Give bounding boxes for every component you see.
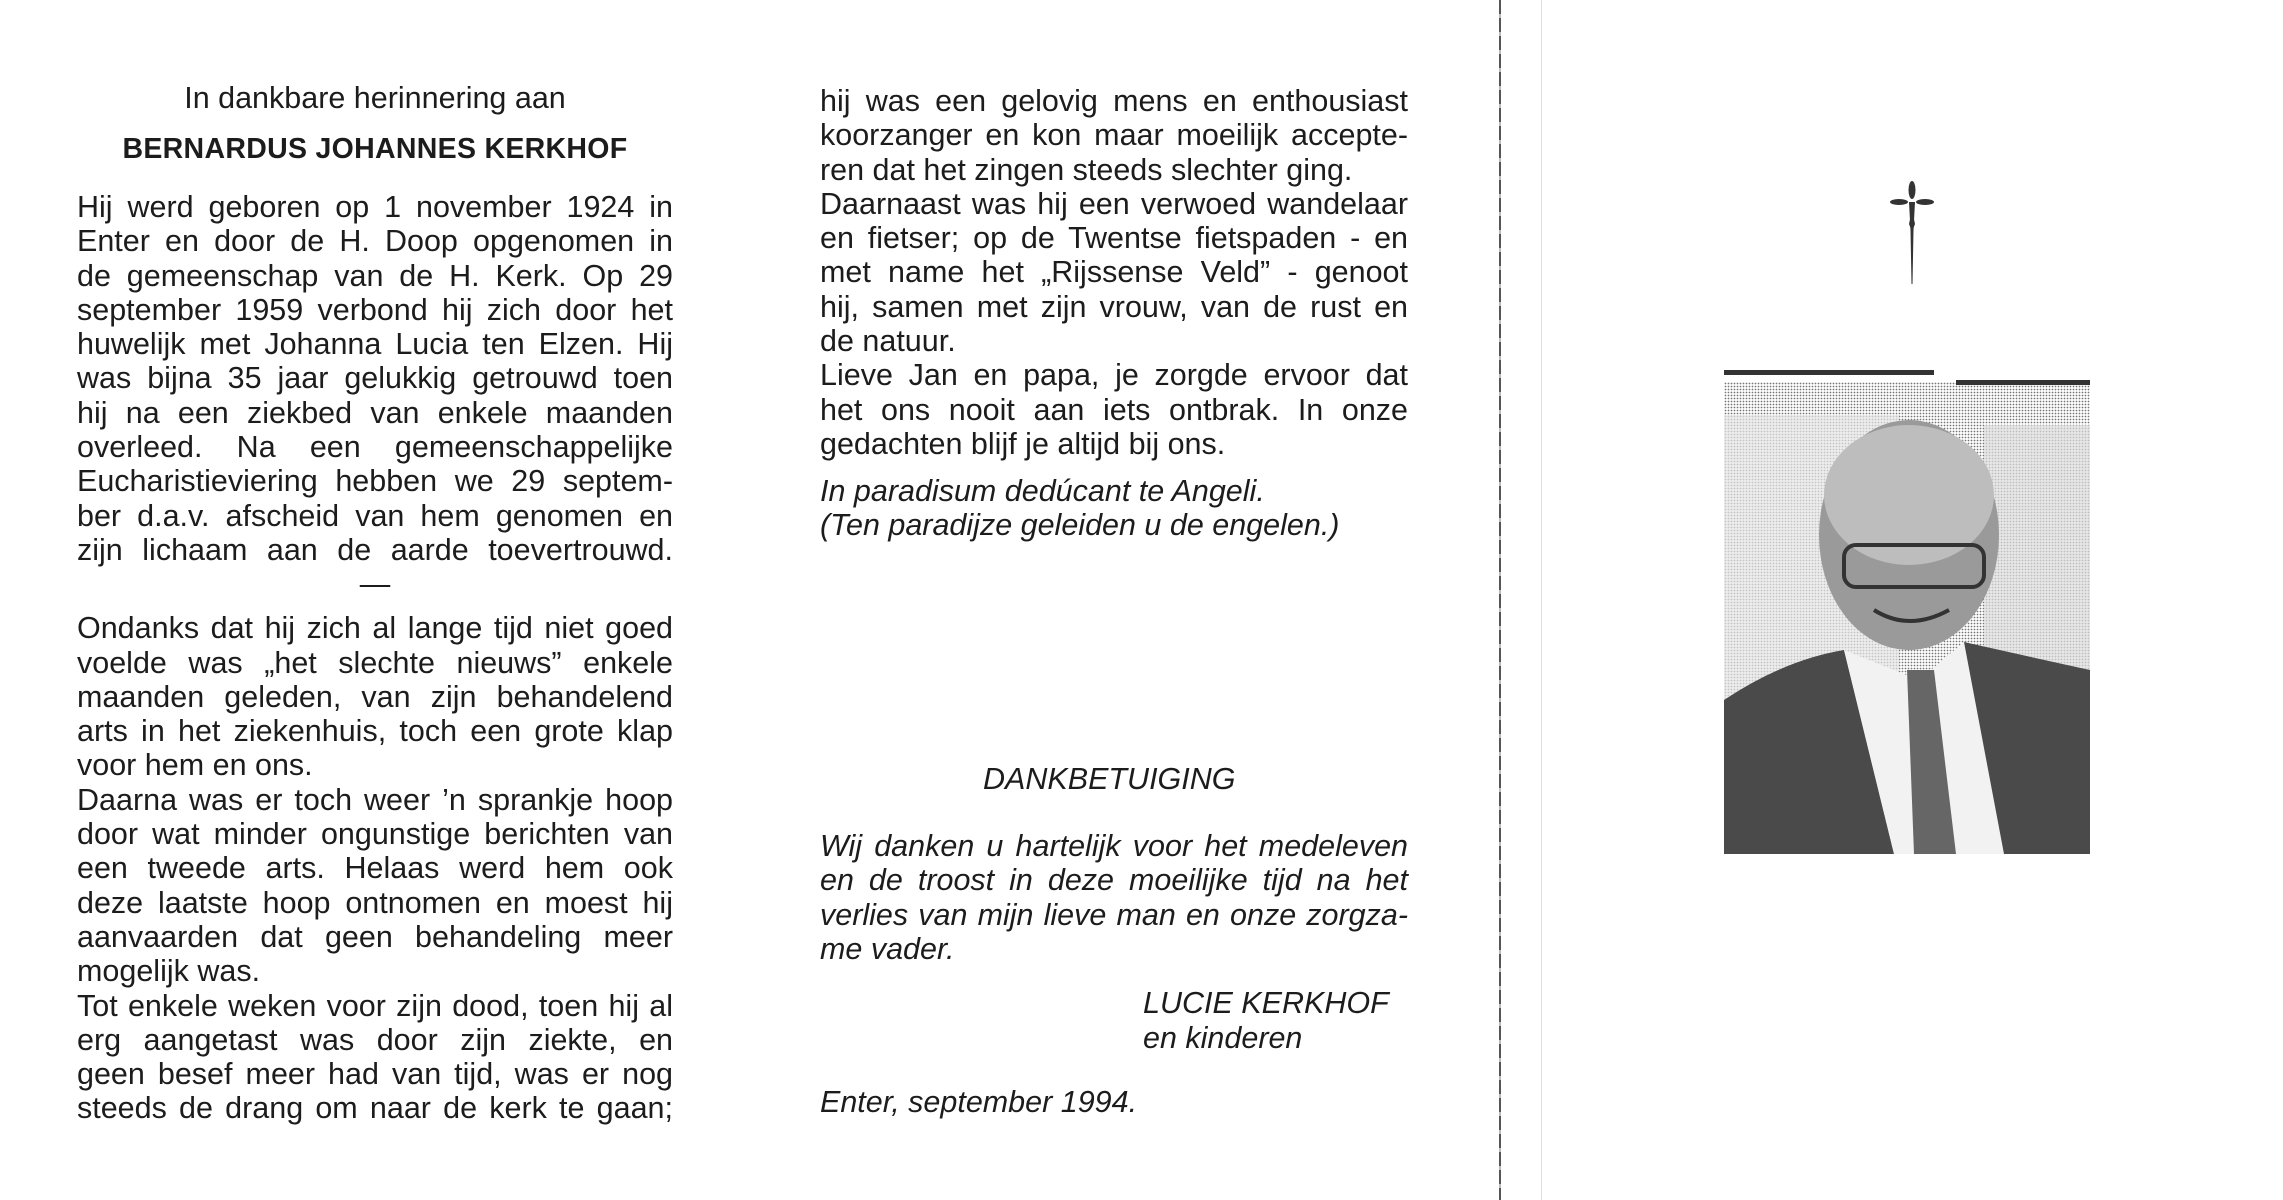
text-line: Hij werd geboren op 1 november 1924 in	[77, 190, 673, 224]
text-line: Enter en door de H. Doop opgenomen in	[77, 224, 673, 259]
text-line: koorzanger en kon maar moeilijk accepte-	[820, 118, 1408, 153]
middle-column	[820, 84, 1408, 461]
text-line: Ondanks dat hij zich al lange tijd niet goed	[77, 611, 673, 646]
text-line: de natuur.	[820, 324, 956, 359]
thanks-line: Wij danken u hartelijk voor het medeleven	[820, 829, 1408, 863]
text-line: steeds de drang om naar de kerk te gaan;	[77, 1091, 673, 1126]
signature-name: LUCIE KERKHOF	[1143, 986, 1389, 1020]
text-line: mogelijk was.	[77, 954, 261, 989]
text-line: ber d.a.v. afscheid van hem genomen en	[77, 498, 673, 533]
text-line: door wat minder ongunstige berichten van	[77, 817, 673, 852]
prayer-dutch: (Ten paradijze geleiden u de engelen.)	[820, 508, 1340, 542]
text-line: erg aangetast was door zijn ziekte, en	[77, 1022, 673, 1057]
text-line: Lieve Jan en papa, je zorgde ervoor dat	[820, 358, 1408, 393]
card-edge-line	[1541, 0, 1542, 1200]
thanks-title: DANKBETUIGING	[983, 762, 1236, 796]
text-line: Daarna was er toch weer ’n sprankje hoop	[77, 782, 673, 817]
text-line: huwelijk met Johanna Lucia ten Elzen. Hij	[77, 327, 673, 362]
portrait-photo	[1724, 370, 2090, 854]
text-line: het ons nooit aan iets ontbrak. In onze	[820, 392, 1408, 427]
deceased-name: BERNARDUS JOHANNES KERKHOF	[122, 133, 628, 165]
text-line: zijn lichaam aan de aarde toevertrouwd.	[77, 532, 673, 567]
intro-text: In dankbare herinnering aan	[184, 81, 566, 115]
text-line: met name het „Rijssense Veld” - genoot	[820, 255, 1408, 290]
text-line: deze laatste hoop ontnomen en moest hij	[77, 885, 673, 920]
text-line: september 1959 verbond hij zich door het	[77, 292, 673, 327]
prayer-latin: In paradisum dedúcant te Angeli.	[820, 474, 1265, 508]
biography-text	[77, 190, 673, 567]
text-line: voelde was „het slechte nieuws” enkele	[77, 645, 673, 680]
thanks-line: verlies van mijn lieve man en onze zorgza-	[820, 897, 1408, 932]
text-line: voor hem en ons.	[77, 748, 313, 783]
text-line: ren dat het zingen steeds slechter ging.	[820, 152, 1353, 187]
text-line: arts in het ziekenhuis, toch een grote klap	[77, 714, 673, 749]
text-line: een tweede arts. Helaas werd hem ook	[77, 851, 673, 886]
text-line: en fietser; op de Twentse fietspaden - en	[820, 221, 1408, 256]
text-line: overleed. Na een gemeenschappelijke	[77, 430, 673, 465]
text-line: Daarnaast was hij een verwoed wandelaar	[820, 186, 1408, 221]
text-line: Tot enkele weken voor zijn dood, toen hij al	[77, 988, 673, 1023]
text-line: hij na een ziekbed van enkele maanden	[77, 395, 673, 430]
personal-text	[820, 84, 1408, 461]
illness-text	[77, 611, 673, 1125]
text-line: Eucharistieviering hebben we 29 septem-	[77, 464, 673, 499]
separator-dash: —	[359, 567, 391, 602]
text-line: was bijna 35 jaar gelukkig getrouwd toen	[77, 361, 673, 396]
text-line: hij, samen met zijn vrouw, van de rust en	[820, 289, 1408, 324]
text-line: gedachten blijf je altijd bij ons.	[820, 426, 1226, 461]
text-line: hij was een gelovig mens en enthousiast	[820, 84, 1408, 118]
text-line: geen besef meer had van tijd, was er nog	[77, 1057, 673, 1092]
thanks-text	[820, 829, 1408, 966]
text-line: aanvaarden dat geen behandeling meer	[77, 919, 673, 954]
text-line: maanden geleden, van zijn behandelend	[77, 679, 673, 714]
text-line: de gemeenschap van de H. Kerk. Op 29	[77, 258, 673, 293]
left-column	[77, 81, 673, 1126]
thanks-line: me vader.	[820, 931, 955, 966]
cross-icon	[1890, 180, 1934, 286]
place-date: Enter, september 1994.	[820, 1085, 1138, 1119]
card-fold-line	[1499, 0, 1501, 1200]
thanks-line: en de troost in deze moeilijke tijd na het	[820, 863, 1408, 898]
signature-sub: en kinderen	[1143, 1021, 1303, 1055]
